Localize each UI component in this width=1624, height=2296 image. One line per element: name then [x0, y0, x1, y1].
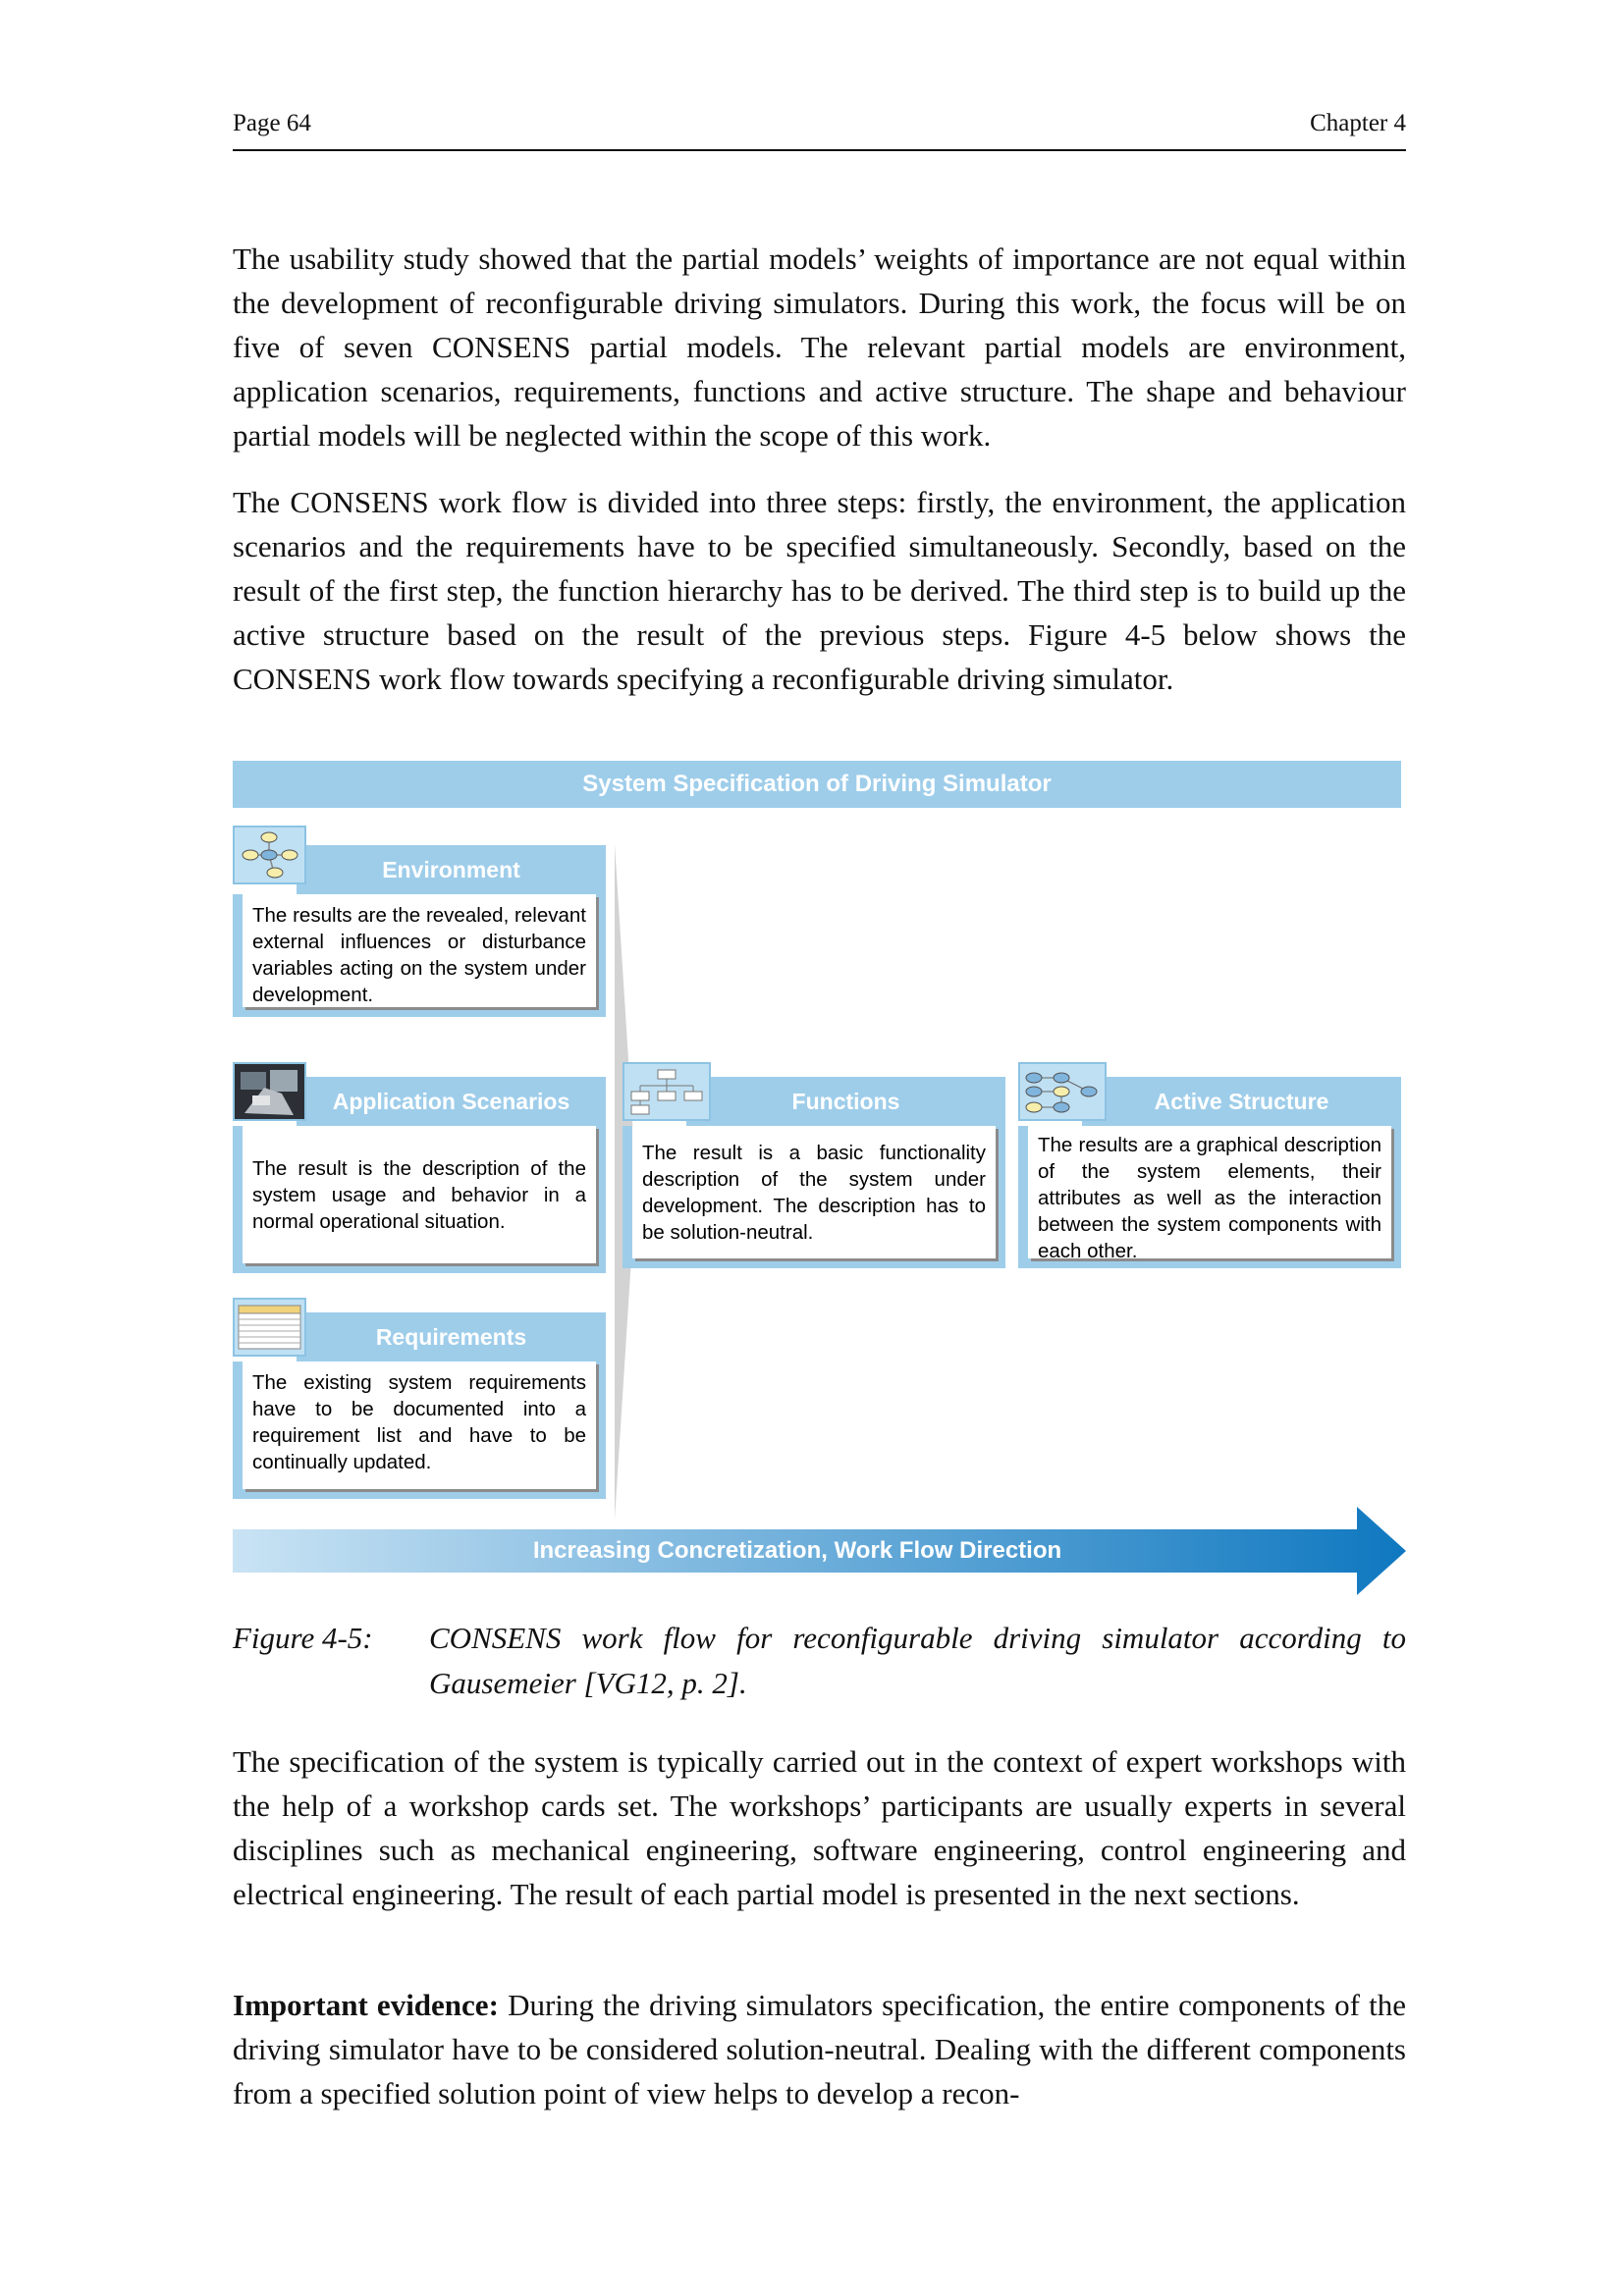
requirements-thumbnail — [233, 1298, 306, 1357]
application-scenarios-thumbnail — [233, 1062, 306, 1121]
active-structure-text: The results are a graphical description of the system elements, their attributes as well as the interaction between the system components with each other. — [1028, 1126, 1391, 1258]
environment-text: The results are the revealed, relevant external influences or disturbance variables acting on the system under development. — [243, 894, 596, 1007]
active-structure-title: Active Structure — [1082, 1077, 1401, 1126]
paragraph-workshops: The specification of the system is typically carried out in the context of expert workshops with the help of a workshop cards set. The workshops’ participants are usually experts in several disciplines such as mechanical engineering, software engineering, control engineering and electrical engineering. The result of each partial model is presented in the next sections. — [233, 1744, 1406, 1911]
paragraph-usability-study: The usability study showed that the partial models’ weights of importance are not equal within the development of reconfigurable driving simulators. During this work, the focus will be on five of seven CONSENS partial models. The relevant partial models are environment, application scenarios, requirements, functions and active structure. The shape and behaviour partial models will be neglected within the scope of this work. — [233, 241, 1406, 453]
paragraph-workflow-steps: The CONSENS work flow is divided into three steps: firstly, the environment, the application scenarios and the requirements have to be specified simultaneously. Secondly, based on the result of the first step, the function hierarchy has to be derived. The third step is to build up the active structure based on the result of the previous steps. Figure 4-5 below shows the CONSENS work flow towards specifying a reconfigurable driving simulator. — [233, 485, 1406, 696]
environment-box — [233, 826, 606, 1017]
requirements-title: Requirements — [297, 1312, 606, 1362]
important-evidence-text: During the driving simulators specification, the entire components of the driving simulator have to be considered solution-neutral. Dealing with the different components from a specified solution point of view helps to develop a recon- — [233, 1988, 1406, 2110]
page-header — [233, 108, 1406, 151]
figure-caption-text: CONSENS work flow for reconfigurable driving simulator according to Gausemeier [VG12, p. 2]. — [429, 1621, 1406, 1700]
functions-box — [623, 1062, 1005, 1268]
requirement-list-icon — [235, 1300, 304, 1355]
application-scenarios-text: The result is the description of the system usage and behavior in a normal operational situation. — [243, 1126, 596, 1263]
active-structure-thumbnail — [1018, 1062, 1107, 1121]
important-evidence-label: Important evidence: — [233, 1988, 499, 2022]
simulator-photo-icon — [235, 1064, 304, 1119]
workflow-direction-label: Increasing Concretization, Work Flow Direction — [532, 1537, 1062, 1564]
requirements-box — [233, 1298, 606, 1499]
application-scenarios-title: Application Scenarios — [297, 1077, 606, 1126]
environment-title: Environment — [297, 845, 606, 894]
consens-workflow-figure — [233, 761, 1406, 1595]
application-scenarios-box — [233, 1062, 606, 1273]
function-hierarchy-icon — [624, 1064, 709, 1119]
functions-title: Functions — [686, 1077, 1005, 1126]
network-diagram-icon — [235, 828, 304, 882]
requirements-text: The existing system requirements have to be documented into a requirement list and have to be continually updated. — [243, 1362, 596, 1489]
functions-thumbnail — [623, 1062, 711, 1121]
active-structure-box — [1018, 1062, 1401, 1268]
figure-title-bar: System Specification of Driving Simulator — [233, 761, 1401, 808]
functions-text: The result is a basic functionality description of the system under development. The description has to be solution-neutral. — [632, 1126, 996, 1258]
chapter-label: Chapter 4 — [1310, 110, 1406, 136]
active-structure-icon — [1020, 1064, 1105, 1119]
figure-caption-label: Figure 4-5: — [233, 1621, 373, 1655]
environment-thumbnail — [233, 826, 306, 884]
page-number: Page 64 — [233, 110, 311, 136]
paragraph-important-evidence — [233, 1983, 1406, 2115]
